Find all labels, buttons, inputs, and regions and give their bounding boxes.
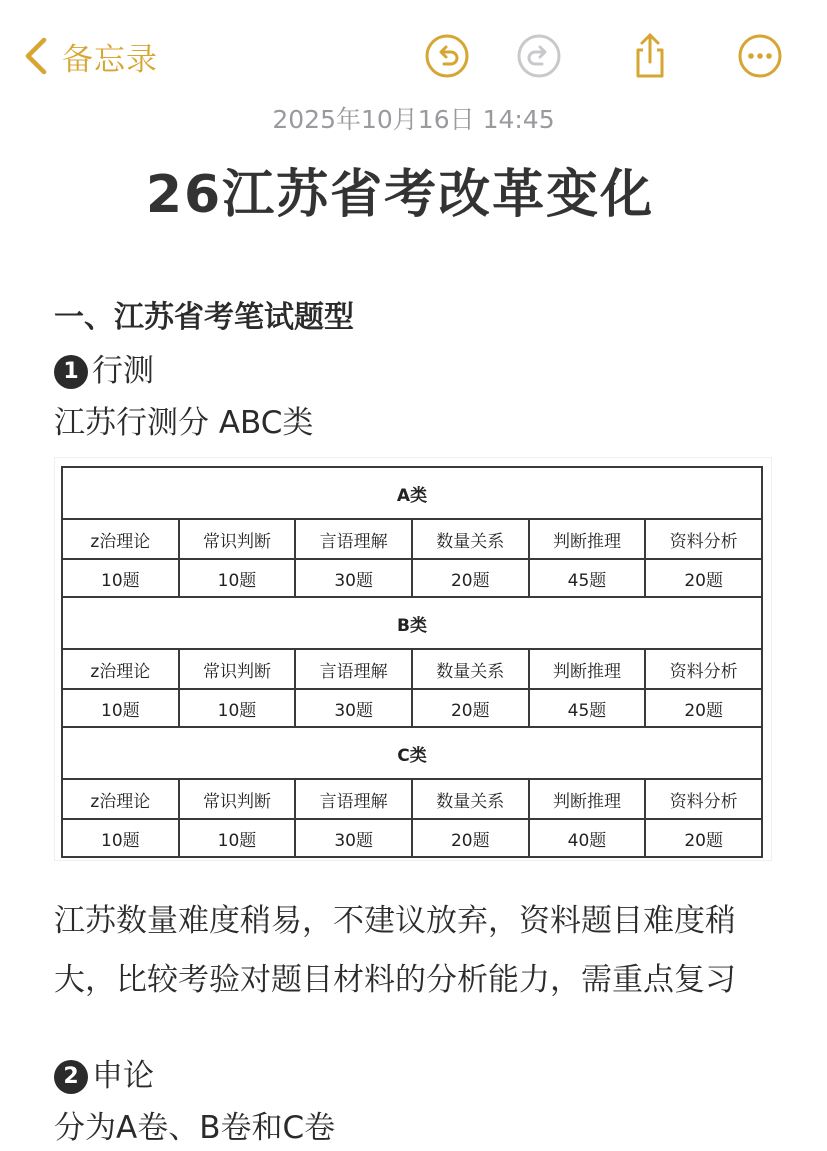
column-header: 言语理解 xyxy=(295,779,412,819)
table-cell: 20题 xyxy=(412,689,529,727)
column-header: z治理论 xyxy=(62,649,179,689)
more-button[interactable] xyxy=(736,32,784,80)
table-cell: 20题 xyxy=(412,819,529,857)
column-header: 资料分析 xyxy=(645,519,762,559)
table-cell: 10题 xyxy=(62,689,179,727)
number-badge-2: 2 xyxy=(54,1060,88,1094)
question-table xyxy=(61,466,763,858)
column-header: 资料分析 xyxy=(645,649,762,689)
table-cell: 10题 xyxy=(179,559,296,597)
table-cell: 20题 xyxy=(645,819,762,857)
share-button[interactable] xyxy=(626,32,674,80)
share-icon xyxy=(626,32,674,80)
column-header: 常识判断 xyxy=(179,779,296,819)
table-cell: 45题 xyxy=(529,559,646,597)
column-header: 言语理解 xyxy=(295,519,412,559)
table-cell: 20题 xyxy=(645,689,762,727)
undo-icon xyxy=(423,32,471,80)
note-date: 2025年10月16日 14:45 xyxy=(272,105,555,134)
note-title: 26江苏省考改革变化 xyxy=(145,165,655,225)
column-header: z治理论 xyxy=(62,519,179,559)
back-label: 备忘录 xyxy=(62,41,158,78)
table-cell: 10题 xyxy=(179,819,296,857)
item-2-label: 申论 xyxy=(92,1058,154,1094)
table-cell: 20题 xyxy=(412,559,529,597)
section-heading: 一、江苏省考笔试题型 xyxy=(54,300,354,335)
item-2 xyxy=(54,1050,154,1095)
column-header: 言语理解 xyxy=(295,649,412,689)
column-header: 常识判断 xyxy=(179,649,296,689)
column-header: 判断推理 xyxy=(529,649,646,689)
table-cell: 40题 xyxy=(529,819,646,857)
navigation-bar xyxy=(0,0,827,110)
table-cell: 20题 xyxy=(645,559,762,597)
back-button[interactable] xyxy=(22,34,158,78)
column-header: 数量关系 xyxy=(412,649,529,689)
class-title: B类 xyxy=(62,597,762,649)
class-title: A类 xyxy=(62,467,762,519)
more-icon xyxy=(736,32,784,80)
column-header: 数量关系 xyxy=(412,519,529,559)
table-cell: 30题 xyxy=(295,819,412,857)
question-table-image xyxy=(54,457,772,861)
item-1-label: 行测 xyxy=(92,353,154,389)
item-2-desc: 分为A卷、B卷和C卷 xyxy=(54,1110,336,1146)
class-title: C类 xyxy=(62,727,762,779)
column-header: 资料分析 xyxy=(645,779,762,819)
item-1 xyxy=(54,345,154,390)
undo-button[interactable] xyxy=(423,32,471,80)
table-cell: 10题 xyxy=(179,689,296,727)
column-header: 判断推理 xyxy=(529,519,646,559)
column-header: 数量关系 xyxy=(412,779,529,819)
note-paragraph: 江苏数量难度稍易，不建议放弃，资料题目难度稍大，比较考验对题目材料的分析能力，需重点复习 xyxy=(54,903,736,998)
item-1-desc: 江苏行测分 ABC类 xyxy=(54,405,314,441)
table-cell: 30题 xyxy=(295,559,412,597)
column-header: z治理论 xyxy=(62,779,179,819)
column-header: 判断推理 xyxy=(529,779,646,819)
redo-icon xyxy=(515,32,563,80)
table-cell: 10题 xyxy=(62,819,179,857)
table-cell: 45题 xyxy=(529,689,646,727)
table-cell: 30题 xyxy=(295,689,412,727)
table-cell: 10题 xyxy=(62,559,179,597)
number-badge-1: 1 xyxy=(54,355,88,389)
chevron-left-icon xyxy=(22,36,52,76)
column-header: 常识判断 xyxy=(179,519,296,559)
redo-button[interactable] xyxy=(515,32,563,80)
